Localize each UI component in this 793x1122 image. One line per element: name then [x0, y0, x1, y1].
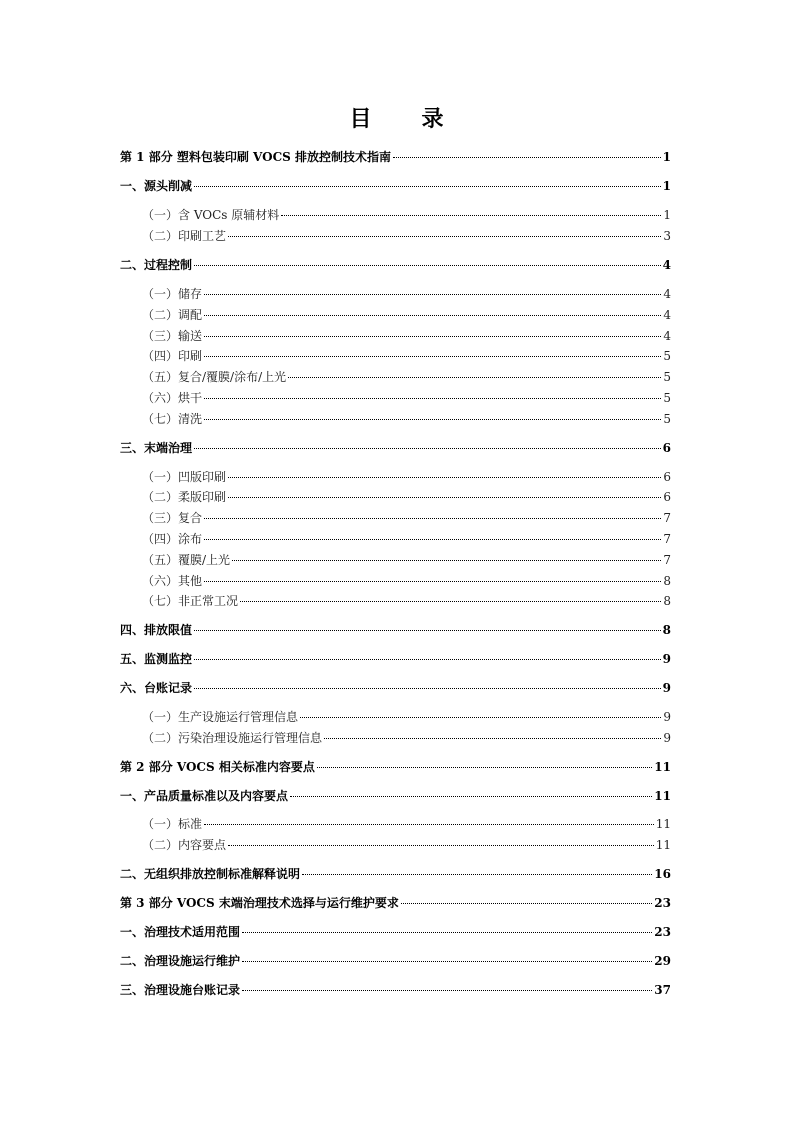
toc-entry-page-number: 16: [654, 867, 671, 881]
toc-section-entry[interactable]: [0, 865, 793, 885]
toc-entry-label: （七）非正常工况: [142, 594, 239, 608]
toc-entry-page-number: 23: [654, 925, 671, 939]
toc-entry-label: 一、产品质量标准以及内容要点: [120, 789, 289, 803]
dot-leader: [204, 386, 661, 399]
toc-entry-page-number: 8: [663, 574, 671, 588]
toc-entry-page-number: 5: [663, 412, 671, 426]
toc-entry-label: （二）污染治理设施运行管理信息: [142, 731, 323, 745]
dot-leader: [204, 569, 661, 582]
dot-leader: [204, 324, 661, 337]
toc-section-entry[interactable]: [0, 177, 793, 197]
dot-leader: [290, 784, 652, 797]
toc-entry-label: 第 2 部分 VOCS 相关标准内容要点: [120, 760, 315, 774]
toc-entry-page-number: 3: [663, 229, 671, 243]
dot-leader: [194, 676, 661, 689]
toc-entry-page-number: 9: [663, 731, 671, 745]
toc-entry-page-number: 8: [662, 623, 671, 637]
dot-leader: [242, 978, 652, 991]
toc-entry-label: （五）复合/覆膜/涂布/上光: [142, 370, 287, 384]
toc-entry-page-number: 6: [663, 490, 671, 504]
toc-entry-page-number: 29: [654, 954, 671, 968]
toc-subsection-entry[interactable]: [0, 815, 793, 835]
toc-entry-label: 一、源头削减: [120, 179, 193, 193]
toc-entry-label: （一）储存: [142, 287, 203, 301]
toc-entry-page-number: 11: [655, 817, 671, 831]
toc-entry-label: 一、治理技术适用范围: [120, 925, 241, 939]
dot-leader: [393, 145, 661, 158]
dot-leader: [242, 949, 652, 962]
toc-entry-page-number: 1: [662, 179, 671, 193]
dot-leader: [317, 755, 652, 768]
toc-entry-page-number: 1: [662, 150, 671, 164]
toc-entry-label: 第 1 部分 塑料包装印刷 VOCS 排放控制技术指南: [120, 150, 392, 164]
toc-entry-page-number: 1: [663, 208, 671, 222]
toc-entry-page-number: 5: [663, 349, 671, 363]
toc-subsection-entry[interactable]: [0, 551, 793, 571]
toc-entry-label: 六、台账记录: [120, 681, 193, 695]
toc-subsection-entry[interactable]: [0, 592, 793, 612]
toc-entry-page-number: 4: [662, 258, 671, 272]
toc-entry-label: （三）复合: [142, 511, 203, 525]
dot-leader: [204, 812, 654, 825]
toc-section-entry[interactable]: [0, 952, 793, 972]
toc-entry-page-number: 8: [663, 594, 671, 608]
toc-subsection-entry[interactable]: [0, 836, 793, 856]
dot-leader: [232, 548, 661, 561]
dot-leader: [228, 465, 661, 478]
toc-entry-label: 四、排放限值: [120, 623, 193, 637]
toc-section-entry[interactable]: [0, 787, 793, 807]
dot-leader: [240, 589, 661, 602]
toc-entry-label: 二、过程控制: [120, 258, 193, 272]
toc-subsection-entry[interactable]: [0, 347, 793, 367]
toc-entry-label: （二）柔版印刷: [142, 490, 227, 504]
toc-section-entry[interactable]: [0, 679, 793, 699]
dot-leader: [204, 506, 661, 519]
toc-section-entry[interactable]: [0, 621, 793, 641]
toc-subsection-entry[interactable]: [0, 368, 793, 388]
toc-subsection-entry[interactable]: [0, 530, 793, 550]
toc-entry-label: （四）印刷: [142, 349, 203, 363]
dot-leader: [228, 224, 661, 237]
toc-entry-label: （七）清洗: [142, 412, 203, 426]
toc-entry-label: 五、监测监控: [120, 652, 193, 666]
toc-section-entry[interactable]: [0, 650, 793, 670]
toc-section-entry[interactable]: [0, 148, 793, 168]
dot-leader: [242, 920, 652, 933]
toc-entry-label: （四）涂布: [142, 532, 203, 546]
toc-entry-page-number: 11: [654, 789, 671, 803]
toc-entry-page-number: 7: [663, 511, 671, 525]
page-title: 目 录: [349, 106, 458, 132]
toc-entry-page-number: 7: [663, 532, 671, 546]
toc-entry-label: 二、无组织排放控制标准解释说明: [120, 867, 301, 881]
dot-leader: [204, 527, 661, 540]
toc-entry-label: 三、治理设施台账记录: [120, 983, 241, 997]
toc-entry-page-number: 23: [654, 896, 671, 910]
dot-leader: [288, 365, 661, 378]
toc-entry-label: 二、治理设施运行维护: [120, 954, 241, 968]
dot-leader: [204, 282, 661, 295]
dot-leader: [194, 647, 661, 660]
toc-entry-label: （一）标准: [142, 817, 203, 831]
toc-entry-page-number: 5: [663, 370, 671, 384]
toc-subsection-entry[interactable]: [0, 306, 793, 326]
toc-entry-page-number: 11: [655, 838, 671, 852]
toc-subsection-entry[interactable]: [0, 729, 793, 749]
dot-leader: [302, 862, 652, 875]
toc-entry-page-number: 9: [662, 681, 671, 695]
toc-entry-label: 三、末端治理: [120, 441, 193, 455]
toc-subsection-entry[interactable]: [0, 285, 793, 305]
toc-entry-label: （六）其他: [142, 574, 203, 588]
toc-section-entry[interactable]: [0, 439, 793, 459]
toc-entry-page-number: 9: [662, 652, 671, 666]
dot-leader: [228, 485, 661, 498]
toc-section-entry[interactable]: [0, 894, 793, 914]
toc-entry-label: （三）输送: [142, 329, 203, 343]
toc-entry-page-number: 6: [662, 441, 671, 455]
dot-leader: [194, 618, 661, 631]
toc-entry-page-number: 4: [663, 287, 671, 301]
toc-entry-page-number: 4: [663, 329, 671, 343]
toc-subsection-entry[interactable]: [0, 206, 793, 226]
toc-entry-label: （六）烘干: [142, 391, 203, 405]
dot-leader: [194, 436, 661, 449]
toc-entry-label: （二）印刷工艺: [142, 229, 227, 243]
toc-section-entry[interactable]: [0, 981, 793, 1001]
toc-entry-label: （二）调配: [142, 308, 203, 322]
toc-entry-label: （一）生产设施运行管理信息: [142, 710, 299, 724]
dot-leader: [204, 344, 661, 357]
toc-section-entry[interactable]: [0, 758, 793, 778]
dot-leader: [194, 174, 661, 187]
toc-subsection-entry[interactable]: [0, 708, 793, 728]
toc-entry-label: （一）凹版印刷: [142, 470, 227, 484]
dot-leader: [300, 705, 661, 718]
toc-entry-page-number: 11: [654, 760, 671, 774]
dot-leader: [204, 303, 661, 316]
toc-section-entry[interactable]: [0, 256, 793, 276]
dot-leader: [281, 203, 661, 216]
toc-entry-page-number: 9: [663, 710, 671, 724]
toc-subsection-entry[interactable]: [0, 227, 793, 247]
toc-section-entry[interactable]: [0, 923, 793, 943]
toc-entry-page-number: 37: [654, 983, 671, 997]
toc-entry-label: （一）含 VOCs 原辅材料: [142, 208, 280, 222]
dot-leader: [228, 833, 654, 846]
dot-leader: [324, 726, 661, 739]
toc-entry-label: （二）内容要点: [142, 838, 227, 852]
toc-entry-label: 第 3 部分 VOCS 末端治理技术选择与运行维护要求: [120, 896, 399, 910]
toc-subsection-entry[interactable]: [0, 389, 793, 409]
toc-entry-page-number: 7: [663, 553, 671, 567]
dot-leader: [204, 407, 661, 420]
toc-entry-page-number: 5: [663, 391, 671, 405]
dot-leader: [194, 253, 661, 266]
toc-subsection-entry[interactable]: [0, 410, 793, 430]
toc-subsection-entry[interactable]: [0, 488, 793, 508]
toc-subsection-entry[interactable]: [0, 509, 793, 529]
toc-entry-page-number: 4: [663, 308, 671, 322]
dot-leader: [401, 891, 652, 904]
toc-entry-label: （五）覆膜/上光: [142, 553, 231, 567]
toc-entry-page-number: 6: [663, 470, 671, 484]
